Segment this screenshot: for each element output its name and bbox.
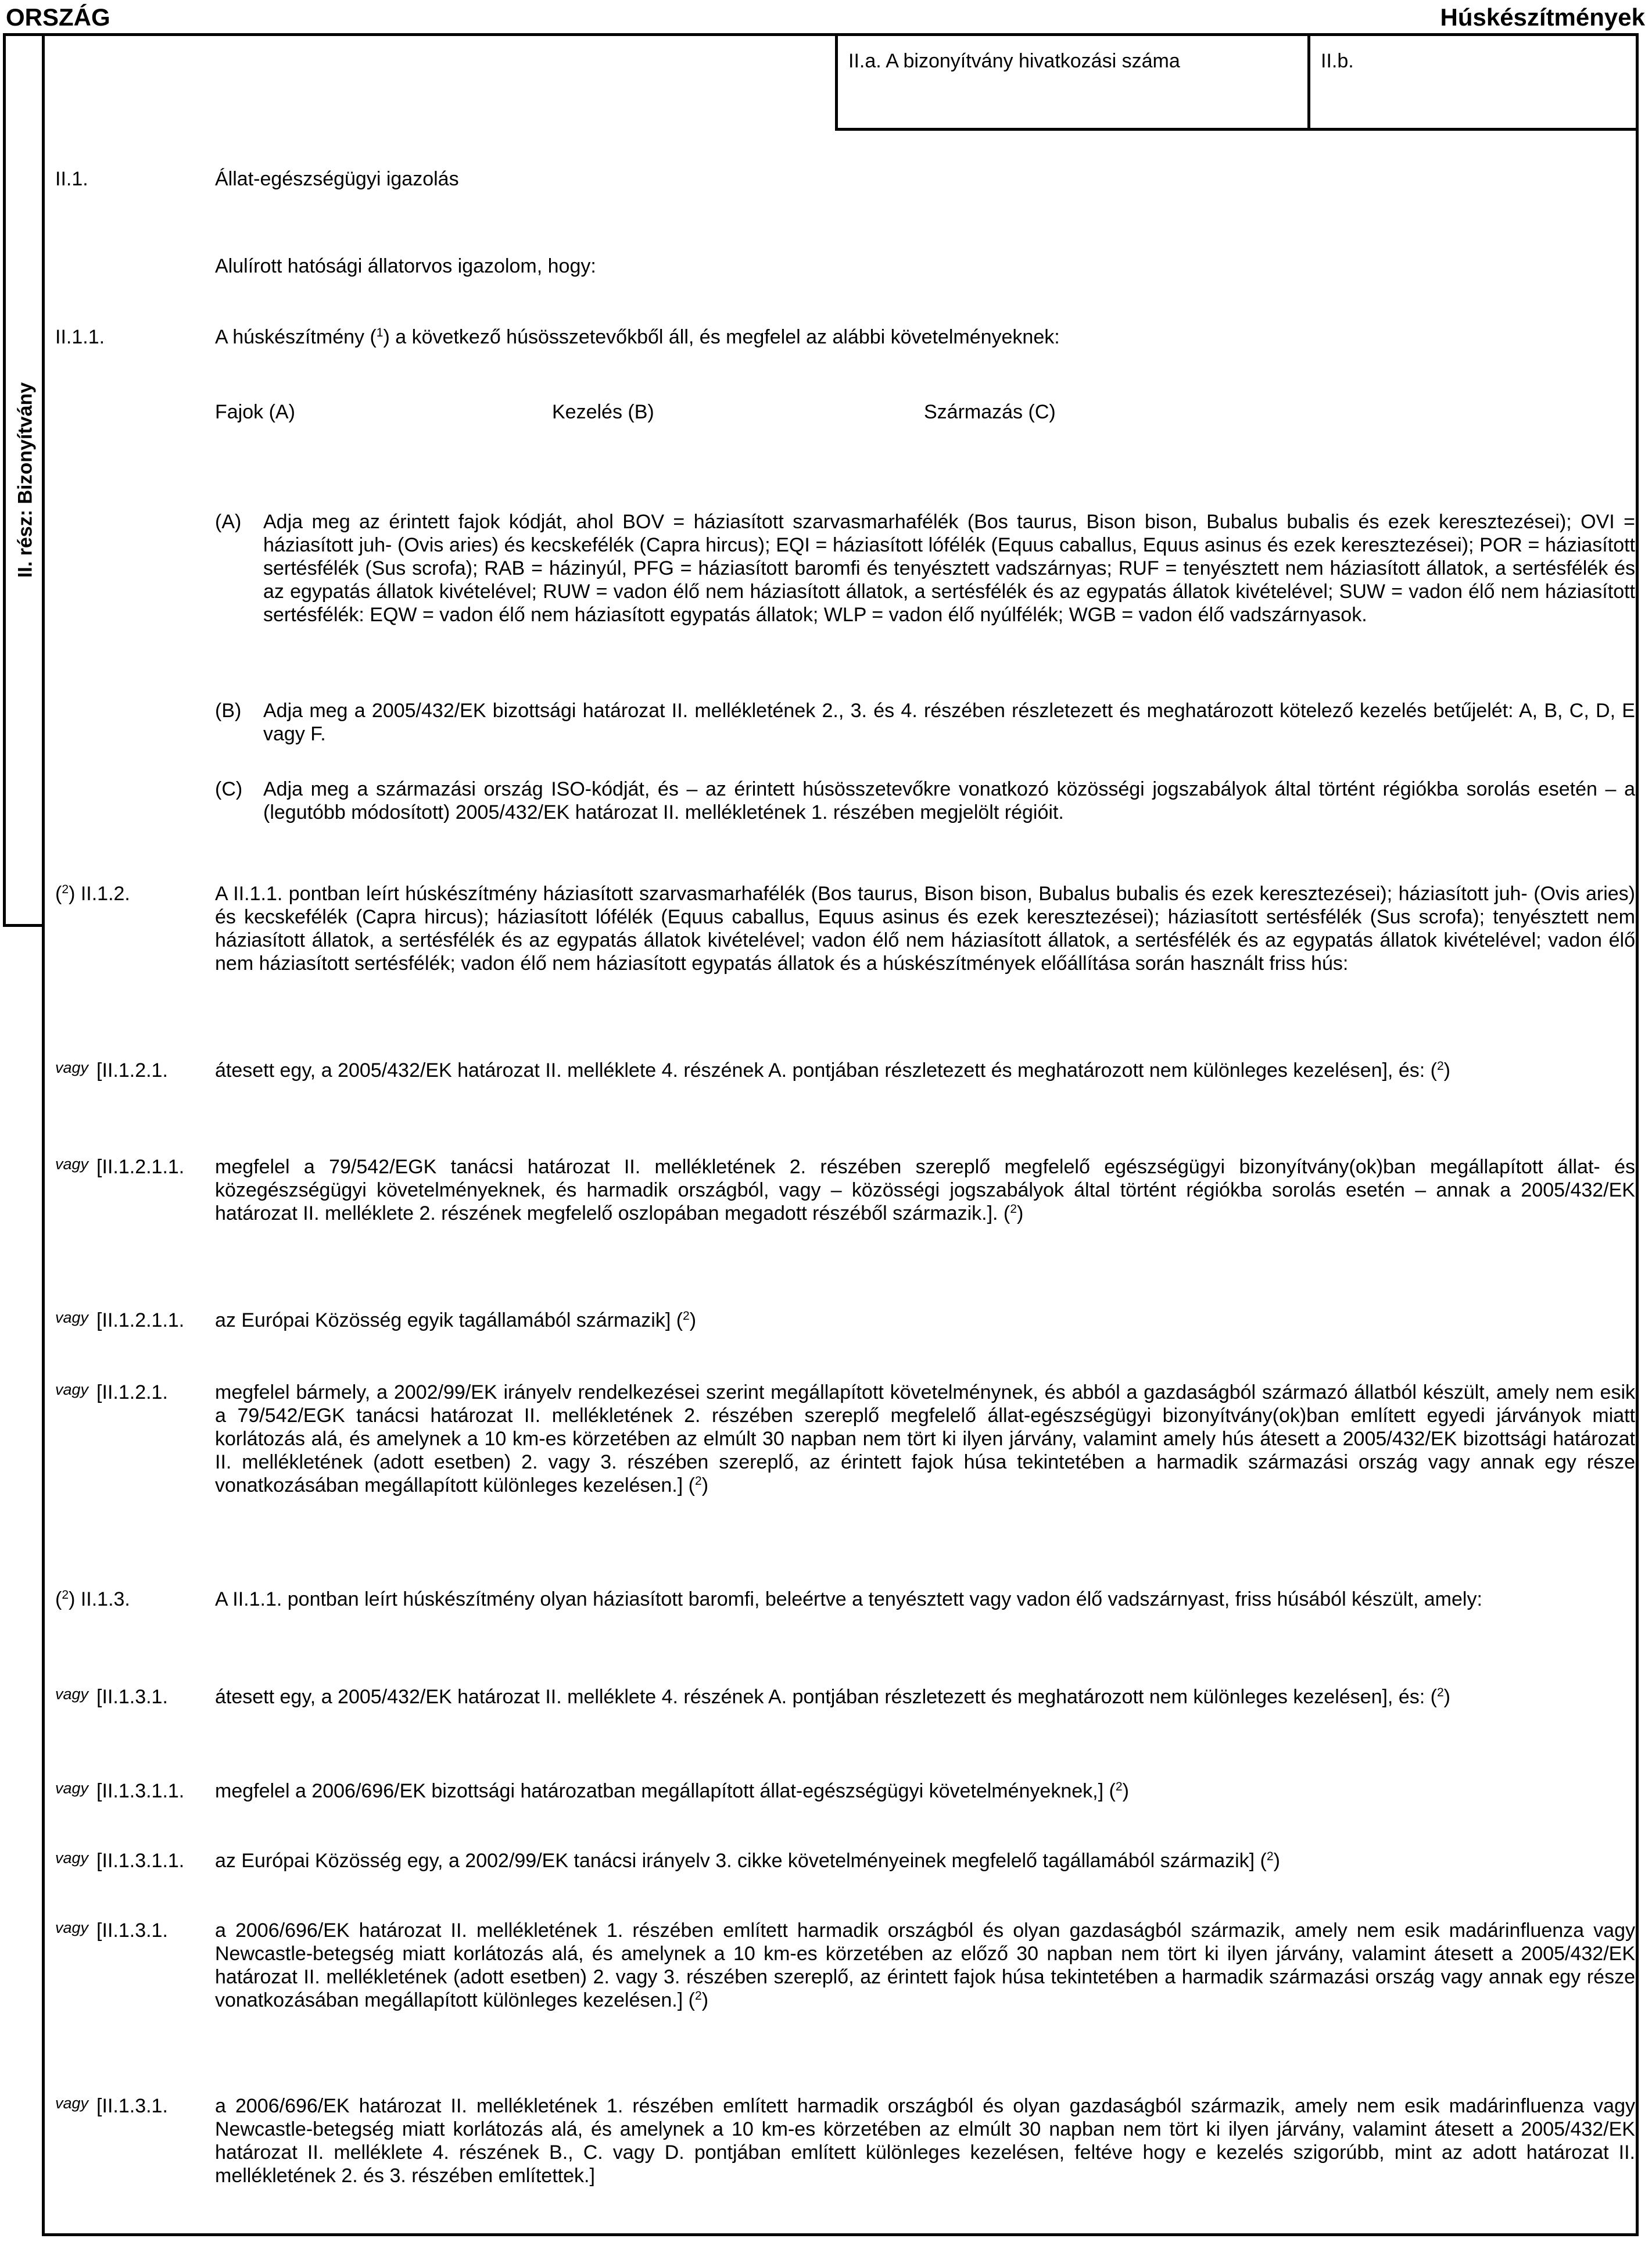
note-marker: (B) [215,700,242,722]
note-c [215,778,1635,824]
section-number: [II.1.3.1. [96,1919,168,1942]
col-origin-label: Származás (C) [924,401,1056,423]
vagy-prefix: vagy [55,2094,89,2112]
section-number: [II.1.2.1.1. [96,1309,185,1331]
vagy-prefix: vagy [55,1381,89,1398]
col-species-label: Fajok (A) [215,401,295,423]
vagy-prefix: vagy [55,1685,89,1703]
vagy-prefix: vagy [55,1849,89,1867]
part-ii-sidebar-label: II. rész: Bizonyítvány [14,382,36,578]
note-text: Adja meg a származási ország ISO-kódját, és – az érintett húsösszetevőkre vonatkozó közösségi jogszabályok által történt régiókba sorolás esetén – a (legutóbb módosított) 2005/432/EK határozat II. mellékletének 1. részében megjelölt régióit. [263,778,1635,823]
section-number: [II.1.2.1.1. [96,1156,185,1178]
section-text: A húskészítmény ($^1$) a következő húsösszetevőkből áll, és megfelel az alábbi követelményeknek: [215,326,1060,348]
vagy-prefix: vagy [55,1779,89,1797]
section-text: a 2006/696/EK határozat II. mellékletének 1. részében említett harmadik országból és olyan gazdaságból származik, amely nem esik madárinfluenza vagy Newcastle-betegség miatt korlátozás alá, és amelynek a 10 km-es körzetében az előző 30 napban nem tört ki ilyen járvány, valamint átesett a 2005/432/EK határozat II. mellékletének (adott esetben) 2. vagy 3. részében szereplő, az érintett fajok húsa tekintetében a harmadik származási ország vagy annak egy része vonatkozásában megállapított különleges kezelésen.] ($^2$) [215,1919,1635,2011]
section-text: megfelel a 79/542/EGK tanácsi határozat II. mellékletének 2. részében szereplő megfelelő egészségügyi bizonyítvány(ok)ban megállapított állat- és közegészségügyi követelményeknek, és harmadik országból, vagy – közösségi jogszabályok által történt régiókba sorolás esetén – annak a 2005/432/EK határozat II. melléklete 2. részének megfelelő oszlopában megadott részéből származik.]. ($^2$) [215,1156,1635,1224]
section-text: a 2006/696/EK határozat II. mellékletének 1. részében említett harmadik országból és olyan gazdaságból származik, amely nem esik madárinfluenza vagy Newcastle-betegség miatt korlátozás alá, és amelynek a 10 km-es körzetében az elmúlt 30 napban nem tört ki ilyen járvány, valamint átesett a 2005/432/EK határozat II. melléklete 4. részének B., C. vagy D. pontjában említett különleges kezelésen, feltéve hogy e kezelés szigorúbb, mint az adott határozat II. mellékletének 2. és 3. részében említettek.] [215,2095,1635,2187]
certificate-reference-label-b: II.b. [1321,50,1354,72]
product-type-label: Húskészítmények [1440,3,1645,31]
section-number: [II.1.2.1. [96,1059,168,1081]
part-ii-sidebar [3,33,45,927]
section-text: átesett egy, a 2005/432/EK határozat II. melléklete 4. részének A. pontjában részletezett és meghatározott nem különleges kezelésen], és: ($^2$) [215,1686,1450,1708]
vagy-prefix: vagy [55,1059,89,1076]
country-label: ORSZÁG [6,3,110,31]
section-text: az Európai Közösség egy, a 2002/99/EK tanácsi irányelv 3. cikke követelményeinek megfelelő tagállamából származik] ($^2$) [215,1850,1280,1872]
note-text: Adja meg az érintett fajok kódját, ahol BOV = háziasított szarvasmarhafélék (Bos taurus, Bison bison, Bubalus bubalis és ezek keresztezései); OVI = háziasított juh- (Ovis aries) és kecskefélék (Capra hircus); EQI = háziasított lófélék (Equus caballus, Equus asinus és ezek keresztezései); POR = háziasított sertésfélék (Sus scrofa); RAB = házinyúl, PFG = háziasított baromfi és tenyésztett vadszárnyas; RUF = tenyésztett nem háziasított állatok, a sertésfélék és az egypatás állatok kivételével; RUW = vadon élő nem háziasított állatok, a sertésfélék és az egypatás állatok kivételével; SUW = vadon élő nem háziasított sertésfélék: EQW = vadon élő nem háziasított egypatás állatok; WLP = vadon élő nyúlfélék; WGB = vadon élő vadszárnyasok. [263,511,1635,626]
section-number: [II.1.2.1. [96,1381,168,1403]
section-text: Alulírott hatósági állatorvos igazolom, hogy: [215,255,596,277]
section-number: ($^2$) II.1.3. [55,1588,130,1610]
note-marker: (C) [215,778,243,800]
col-treatment-label: Kezelés (B) [552,401,654,423]
section-text: az Európai Közösség egyik tagállamából származik] ($^2$) [215,1309,697,1331]
section-text: megfelel a 2006/696/EK bizottsági határozatban megállapított állat-egészségügyi követelményeknek,] ($^2$) [215,1780,1129,1802]
section-text: átesett egy, a 2005/432/EK határozat II. melléklete 4. részének A. pontjában részletezett és meghatározott nem különleges kezelésen], és: ($^2$) [215,1059,1450,1081]
note-a [215,510,1635,626]
form-frame [42,33,1639,2236]
vagy-prefix: vagy [55,1919,89,1936]
note-marker: (A) [215,511,242,533]
certificate-reference-label: II.a. A bizonyítvány hivatkozási száma [848,50,1180,72]
section-text: A II.1.1. pontban leírt húskészítmény olyan háziasított baromfi, beleértve a tenyésztett vagy vadon élő vadszárnyast, friss húsából készült, amely: [215,1588,1482,1610]
vagy-prefix: vagy [55,1155,89,1173]
section-number: [II.1.3.1.1. [96,1780,185,1802]
note-b [215,699,1635,746]
section-number: ($^2$) II.1.2. [55,883,130,905]
section-text: megfelel bármely, a 2002/99/EK irányelv rendelkezései szerint megállapított követelménynek, és abból a gazdaságból származó állatból készült, amely nem esik a 79/542/EGK tanácsi határozat II. mellékletének 2. részében szereplő megfelelő állat-egészségügyi bizonyítvány(ok)ban említett egyedi járványok miatt korlátozás alá, és amelynek a 10 km-es körzetében az elmúlt 30 napban nem tört ki ilyen járvány, valamint amely hús átesett a 2005/432/EK bizottsági határozat II. mellékletének (adott esetben) 2. vagy 3. részében szereplő, az érintett fajok húsa tekintetében a harmadik származási ország vagy annak egy része vonatkozásában megállapított különleges kezelésen.] ($^2$) [215,1381,1635,1496]
section-number: II.1. [55,168,88,190]
note-text: Adja meg a 2005/432/EK bizottsági határozat II. mellékletének 2., 3. és 4. részében részletezett és meghatározott kötelező kezelés betűjelét: A, B, C, D, E vagy F. [263,700,1635,745]
vagy-prefix: vagy [55,1309,89,1326]
section-number: [II.1.3.1. [96,1686,168,1708]
section-number: [II.1.3.1.1. [96,1850,185,1872]
section-text: A II.1.1. pontban leírt húskészítmény háziasított szarvasmarhafélék (Bos taurus, Bison bison, Bubalus bubalis és ezek keresztezései); háziasított juh- (Ovis aries) és kecskefélék (Capra hircus); háziasított lófélék (Equus caballus, Equus asinus és ezek keresztezései); háziasított sertésfélék (Sus scrofa); tenyésztett nem háziasított állatok, a sertésfélék és az egypatás állatok kivételével; vadon élő nem háziasított állatok, a sertésfélék és az egypatás állatok kivételével; vadon élő nem háziasított sertésfélék; vadon élő nem háziasított egypatás állatok és a húskészítmények előállítása során használt friss hús: [215,883,1635,975]
section-number: II.1.1. [55,326,105,348]
section-number: [II.1.3.1. [96,2095,168,2117]
section-text: Állat-egészségügyi igazolás [215,168,459,190]
